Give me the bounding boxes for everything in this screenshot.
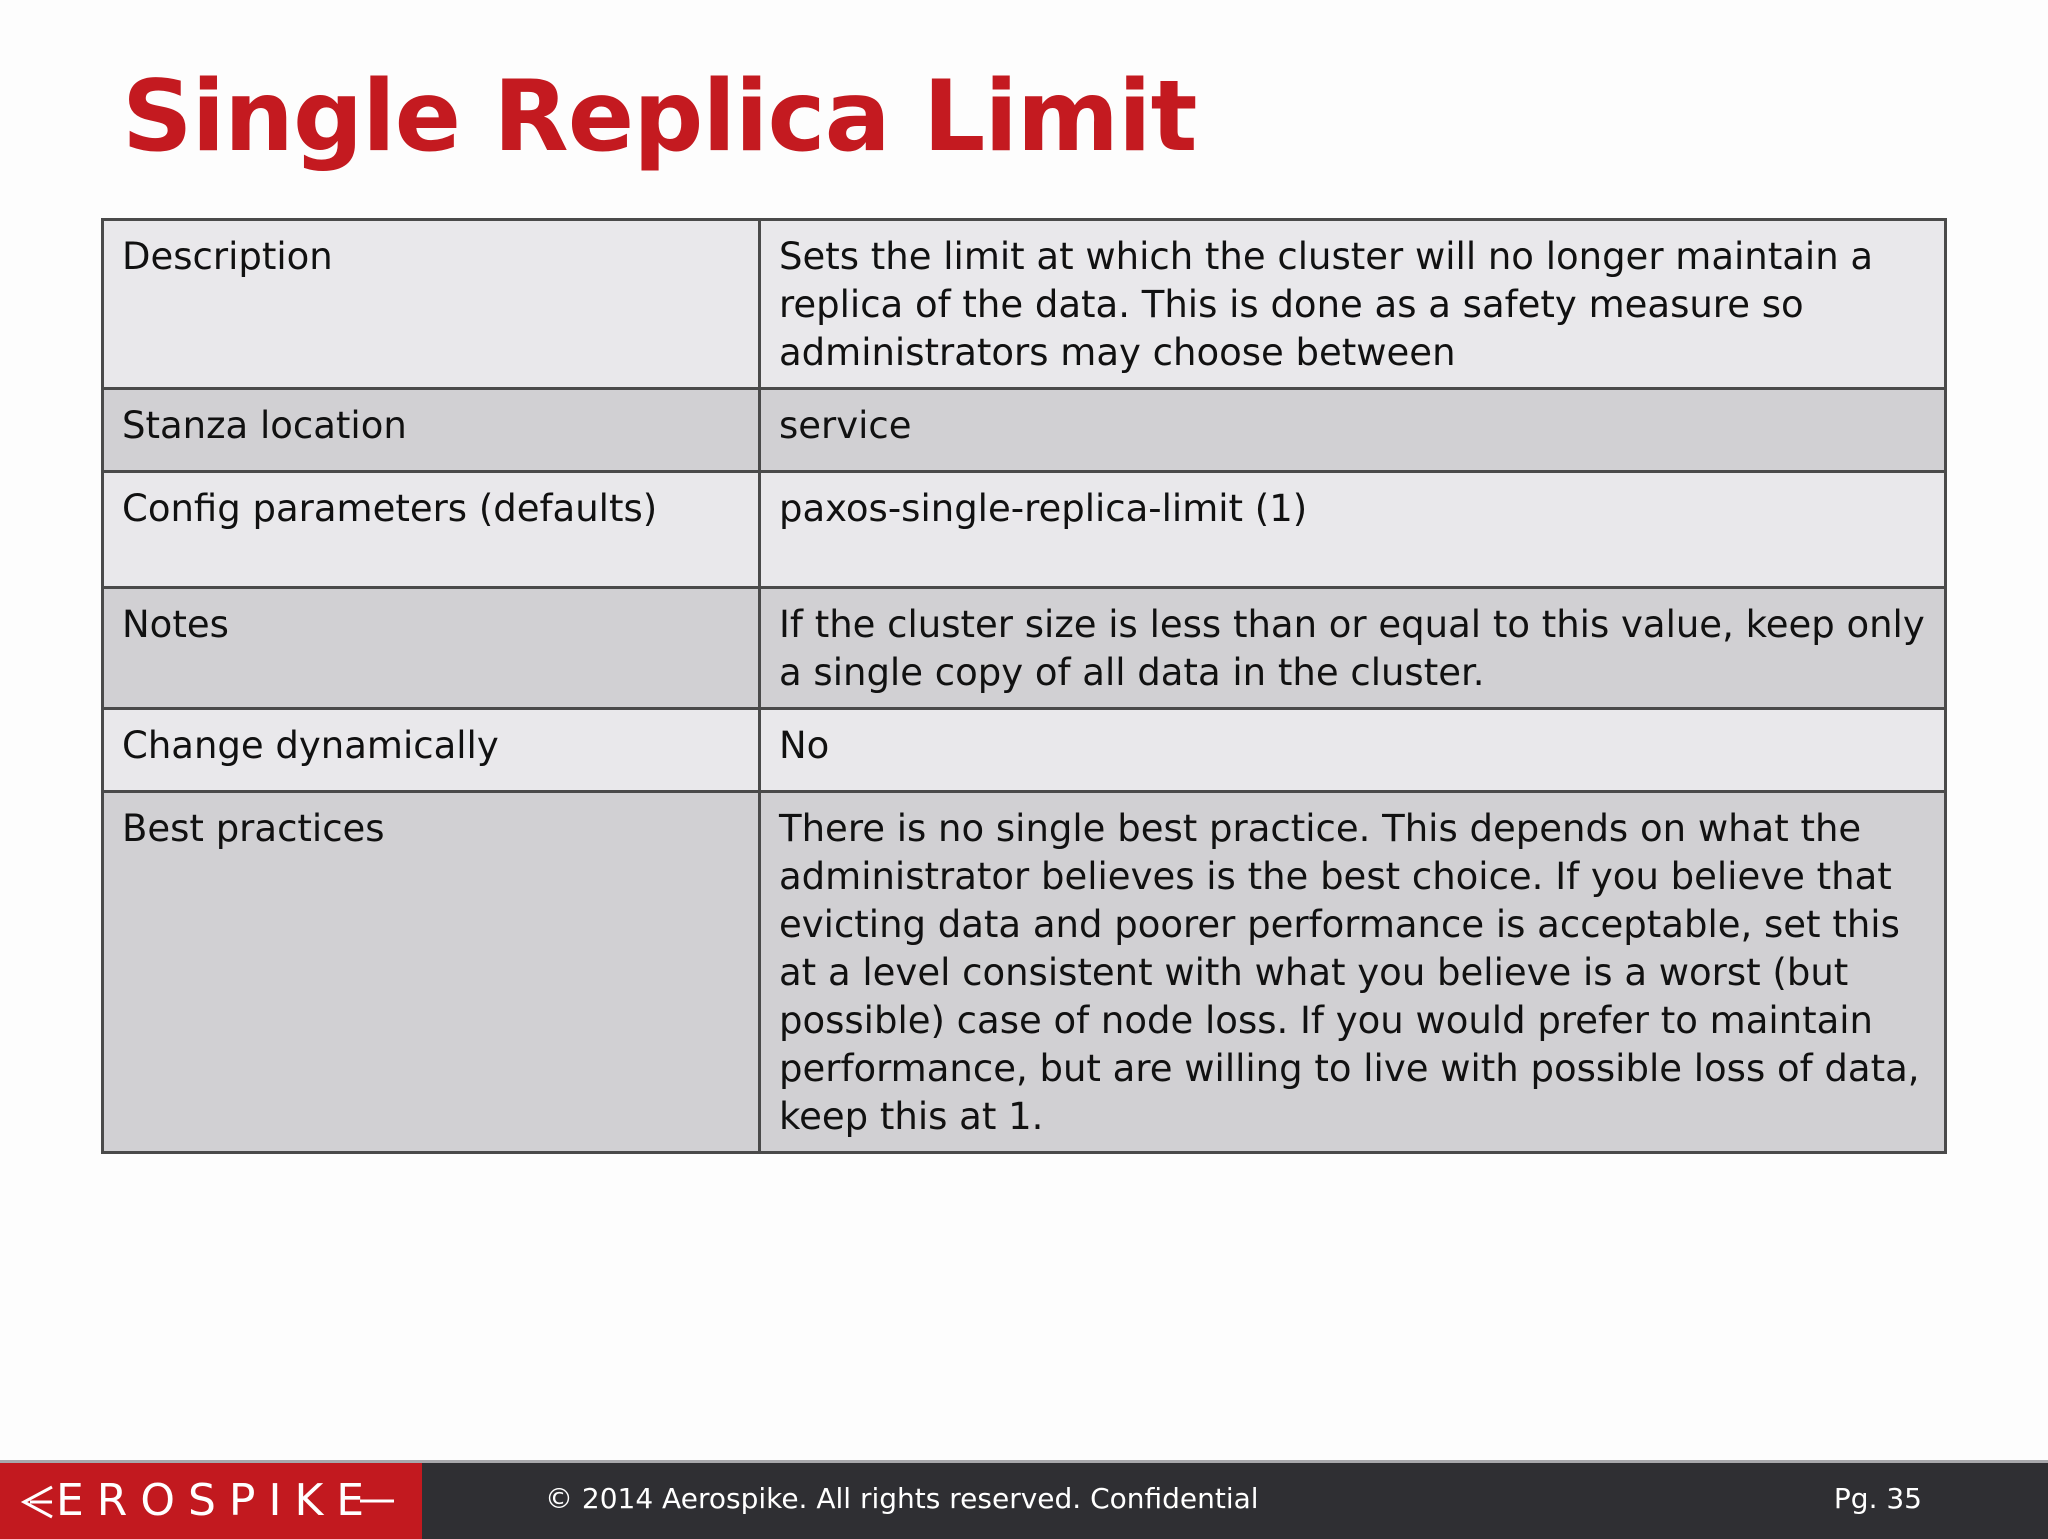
logo-wordmark: EROSPIKE (56, 1475, 378, 1526)
row-label: Config parameters (defaults) (103, 472, 760, 588)
logo-tail-icon (360, 1489, 396, 1513)
row-label: Best practices (103, 792, 760, 1153)
row-value: If the cluster size is less than or equal to this value, keep only a single copy of all data in the cluster. (760, 588, 1946, 709)
row-value: paxos-single-replica-limit (1) (760, 472, 1946, 588)
footer-bar (0, 1460, 2048, 1539)
config-spec-table (101, 218, 1947, 1154)
row-value: There is no single best practice. This depends on what the administrator believes is the best choice. If you believe that evicting data and poorer performance is acceptable, set this at a level consistent with what you believe is a worst (but possible) case of node loss. If you would prefer to maintain performance, but are willing to live with possible loss of data, keep this at 1. (760, 792, 1946, 1153)
row-label: Notes (103, 588, 760, 709)
table-row-stanza-location (103, 389, 1946, 472)
row-value: Sets the limit at which the cluster will no longer maintain a replica of the data. This is done as a safety measure so administrators may choose between (760, 220, 1946, 389)
slide-title: Single Replica Limit (122, 60, 1197, 174)
row-value: No (760, 709, 1946, 792)
row-label: Change dynamically (103, 709, 760, 792)
row-value: service (760, 389, 1946, 472)
table-row-config-parameters (103, 472, 1946, 588)
page-number: Pg. 35 (1833, 1482, 1922, 1515)
logo-chevron-icon (20, 1485, 54, 1519)
table-row-notes (103, 588, 1946, 709)
aerospike-logo (0, 1463, 422, 1539)
row-label: Description (103, 220, 760, 389)
table-row-description (103, 220, 1946, 389)
table-row-best-practices (103, 792, 1946, 1153)
row-label: Stanza location (103, 389, 760, 472)
table-row-change-dynamically (103, 709, 1946, 792)
copyright-text: © 2014 Aerospike. All rights reserved. Confidential (545, 1482, 1259, 1515)
